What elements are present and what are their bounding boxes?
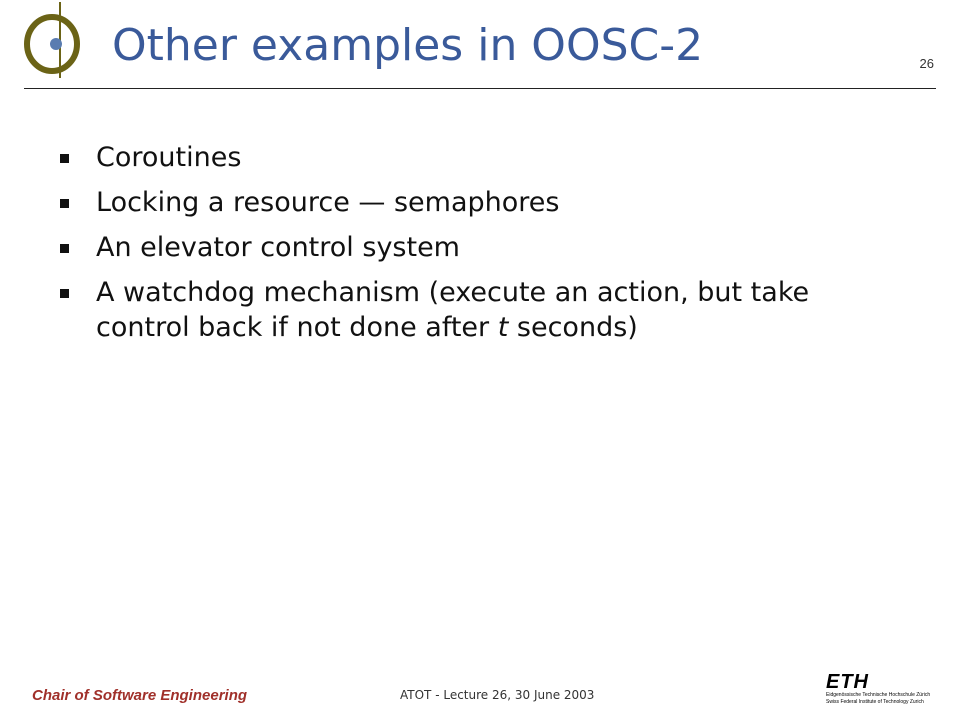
square-bullet-icon (60, 289, 69, 298)
bullet-text-part: seconds) (508, 312, 638, 343)
square-bullet-icon (60, 244, 69, 253)
bullet-item (58, 230, 888, 265)
eth-logo-line-1: Eidgenössische Technische Hochschule Zürich (826, 692, 931, 698)
footer-lecture-info: ATOT - Lecture 26, 30 June 2003 (400, 688, 595, 702)
title-divider (24, 88, 936, 89)
bullet-text-italic: t (497, 312, 509, 343)
slide-title: Other examples in OOSC-2 (112, 20, 704, 71)
eth-logo-mark: ETH (826, 671, 869, 693)
bullet-text: Locking a resource — semaphores (96, 187, 560, 218)
eth-logo (826, 672, 938, 712)
bullet-item (58, 275, 888, 345)
bullet-text: An elevator control system (96, 232, 460, 263)
square-bullet-icon (60, 199, 69, 208)
page-number: 26 (919, 56, 934, 71)
square-bullet-icon (60, 154, 69, 163)
bullet-text-part: A watchdog mechanism (execute an action, but take control back if not done after (96, 277, 810, 343)
bullet-item (58, 185, 888, 220)
eth-logo-line-2: Swiss Federal Institute of Technology Zurich (826, 699, 924, 705)
bullet-list (58, 140, 888, 355)
bullet-item (58, 140, 888, 175)
bullet-text: Coroutines (96, 142, 242, 173)
footer-chair-name: Chair of Software Engineering (32, 687, 248, 704)
chair-logo-icon (16, 0, 88, 80)
